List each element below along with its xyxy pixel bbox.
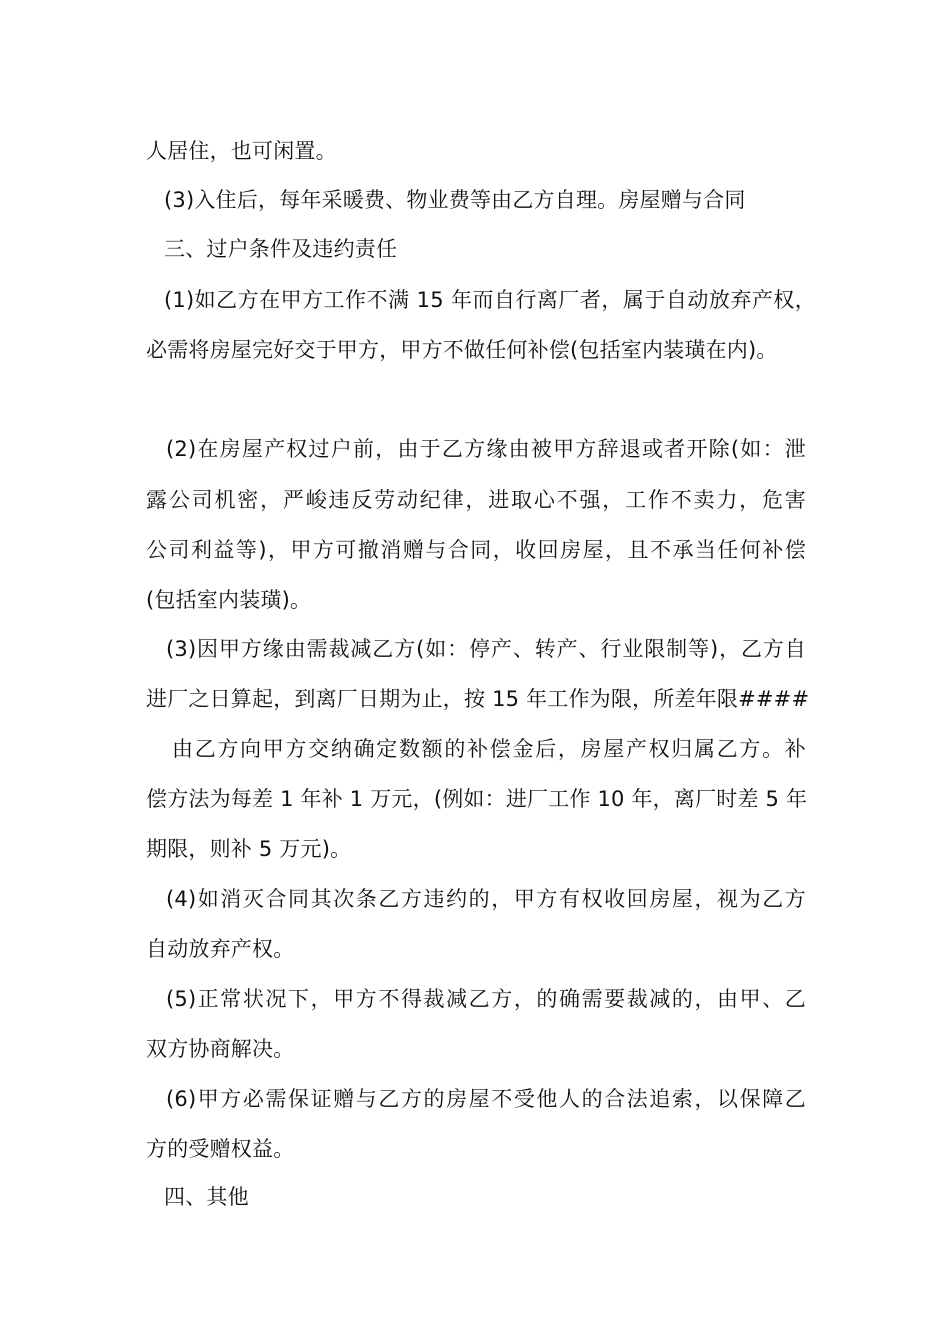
text-line: 双方协商解决。 [146,1037,295,1061]
text-line: (包括室内装璜)。 [146,588,312,612]
text-line: 自动放弃产权。 [146,937,295,961]
text-line: (6)甲方必需保证赠与乙方的房屋不受他人的合法追索，以保障乙 [166,1087,806,1111]
text-line: 偿方法为每差 1 年补 1 万元，(例如：进厂工作 10 年，离厂时差 5 年 [146,787,808,811]
text-line: (1)如乙方在甲方工作不满 15 年而自行离厂者，属于自动放弃产权， [164,288,816,312]
section-heading: 三、过户条件及违约责任 [164,237,398,261]
text-line: 公司利益等)，甲方可撤消赠与合同，收回房屋，且不承当任何补偿 [146,538,806,562]
text-line: (5)正常状况下，甲方不得裁减乙方，的确需要裁减的，由甲、乙 [166,987,806,1011]
text-line: (4)如消灭合同其次条乙方违约的，甲方有权收回房屋，视为乙方 [166,887,806,911]
text-line: 必需将房屋完好交于甲方，甲方不做任何补偿(包括室内装璜在内)。 [146,338,778,362]
text-line: 人居住，也可闲置。 [146,139,337,163]
text-line: (3)入住后，每年采暖费、物业费等由乙方自理。房屋赠与合同 [164,188,746,212]
text-line: (3)因甲方缘由需裁减乙方(如：停产、转产、行业限制等)，乙方自 [166,637,806,661]
text-line: 由乙方向甲方交纳确定数额的补偿金后，房屋产权归属乙方。补 [172,737,806,761]
text-line: 期限，则补 5 万元)。 [146,837,352,861]
text-line: 露公司机密，严峻违反劳动纪律，进取心不强，工作不卖力，危害 [146,488,806,512]
text-line: 进厂之日算起，到离厂日期为止，按 15 年工作为限，所差年限#### [146,687,810,711]
text-line: (2)在房屋产权过户前，由于乙方缘由被甲方辞退或者开除(如：泄 [166,437,806,461]
section-heading: 四、其他 [164,1185,249,1209]
text-line: 方的受赠权益。 [146,1137,295,1161]
